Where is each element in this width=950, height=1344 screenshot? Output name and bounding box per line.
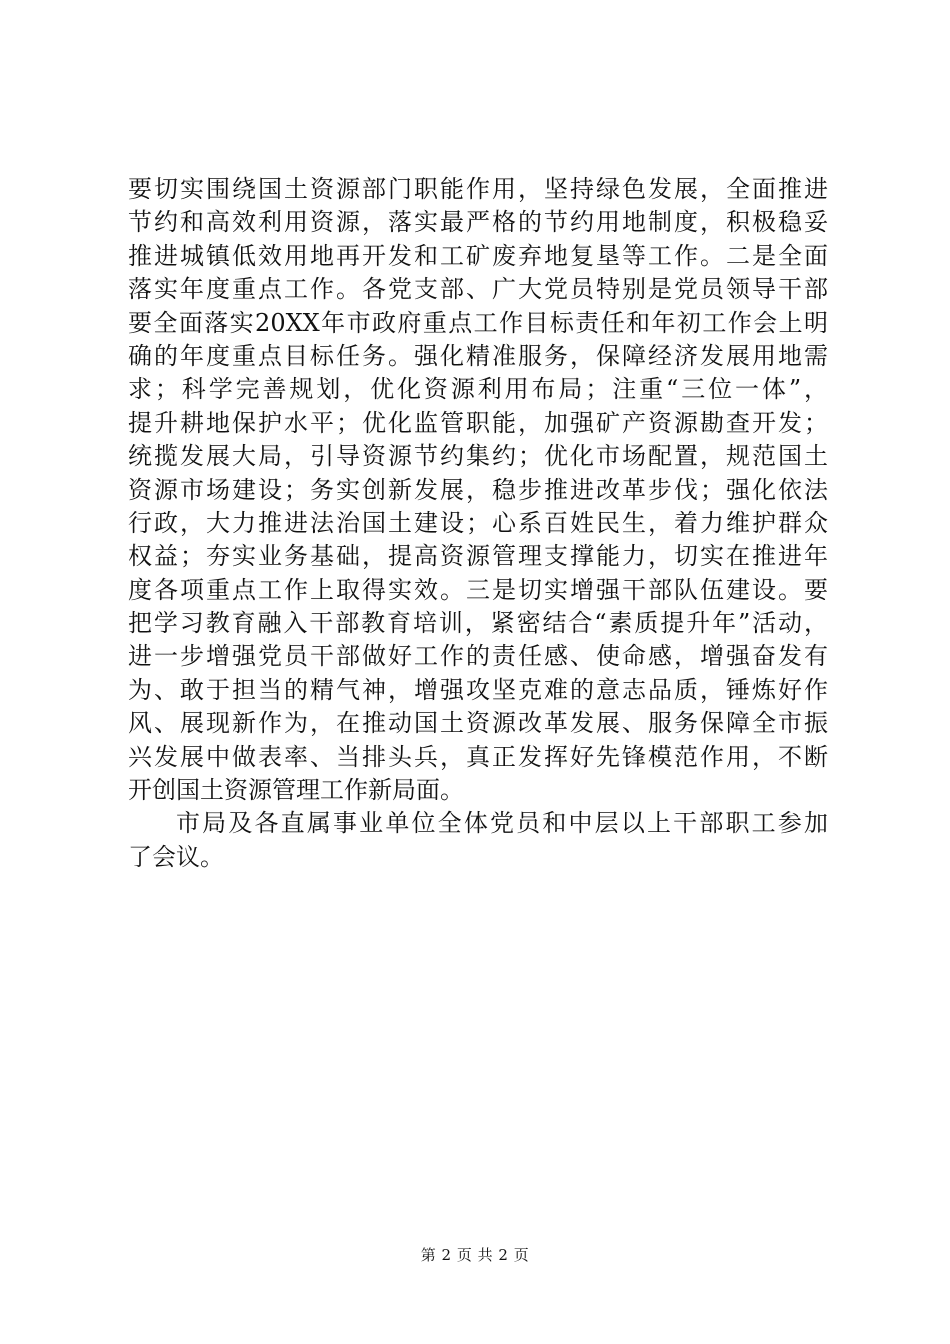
text-line: 推进城镇低效用地再开发和工矿废弃地复垦等工作。二是全面 — [128, 241, 828, 270]
page-number: 第 2 页 共 2 页 — [420, 1246, 530, 1264]
text-line: 节约和高效利用资源，落实最严格的节约用地制度，积极稳妥 — [128, 208, 828, 237]
text-line: 要切实围绕国土资源部门职能作用，坚持绿色发展，全面推进 — [128, 175, 828, 203]
document-body — [128, 173, 828, 874]
text-line: 要全面落实20XX年市政府重点工作目标责任和年初工作会上明 — [128, 308, 828, 337]
text-line: 统揽发展大局，引导资源节约集约；优化市场配置，规范国土 — [128, 442, 828, 471]
text-line: 了会议。 — [128, 842, 224, 871]
text-line: 市局及各直属事业单位全体党员和中层以上干部职工参加 — [176, 809, 828, 838]
text-line: 兴发展中做表率、当排头兵，真正发挥好先锋模范作用，不断 — [128, 742, 828, 771]
text-line: 资源市场建设；务实创新发展，稳步推进改革步伐；强化依法 — [128, 475, 828, 504]
text-line: 开创国土资源管理工作新局面。 — [128, 776, 464, 805]
text-line: 落实年度重点工作。各党支部、广大党员特别是党员领导干部 — [128, 275, 828, 304]
text-line: 提升耕地保护水平；优化监管职能，加强矿产资源勘查开发； — [128, 408, 828, 437]
text-line: 行政，大力推进法治国土建设；心系百姓民生，着力维护群众 — [128, 508, 828, 537]
text-line: 求；科学完善规划，优化资源利用布局；注重“三位一体”， — [128, 375, 828, 404]
text-line: 权益；夯实业务基础，提高资源管理支撑能力，切实在推进年 — [128, 542, 828, 571]
text-line: 为、敢于担当的精气神，增强攻坚克难的意志品质，锤炼好作 — [128, 675, 828, 704]
paragraph-1 — [128, 173, 828, 807]
text-line: 度各项重点工作上取得实效。三是切实增强干部队伍建设。要 — [128, 575, 828, 604]
text-line: 风、展现新作为，在推动国土资源改革发展、服务保障全市振 — [128, 709, 828, 738]
paragraph-2 — [128, 807, 828, 874]
text-line: 确的年度重点目标任务。强化精准服务，保障经济发展用地需 — [128, 341, 828, 370]
text-line: 把学习教育融入干部教育培训，紧密结合“素质提升年”活动， — [128, 609, 828, 638]
page-footer — [0, 1244, 950, 1265]
text-line: 进一步增强党员干部做好工作的责任感、使命感，增强奋发有 — [128, 642, 828, 671]
